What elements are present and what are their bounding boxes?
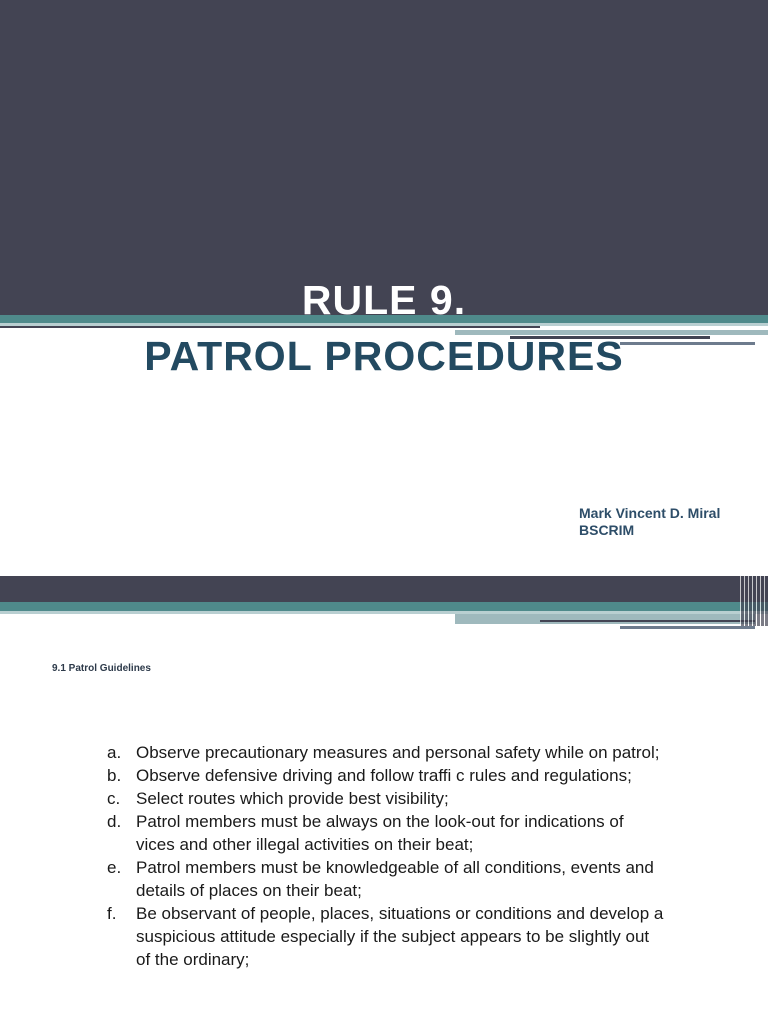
list-item (107, 741, 667, 764)
list-item (107, 902, 667, 971)
list-text: Observe defensive driving and follow traffi c rules and regulations; (136, 766, 632, 785)
title-rule: RULE 9. (301, 277, 467, 323)
list-marker: c. (107, 789, 121, 808)
list-text: Observe precautionary measures and personal safety while on patrol; (136, 743, 660, 762)
slide-title (0, 276, 768, 380)
teal-stripe (0, 602, 768, 611)
right-dark-stripe (540, 620, 755, 622)
right-accent-stripe (455, 614, 755, 624)
guidelines-slide (0, 576, 768, 1024)
author-block (579, 505, 720, 539)
guidelines-list (107, 741, 667, 971)
list-text: Select routes which provide best visibility; (136, 789, 449, 808)
list-text: Patrol members must be always on the look-out for indications of vices and other illegal activities on their beat; (136, 812, 624, 854)
right-thin-stripe (620, 626, 755, 629)
list-marker: d. (107, 812, 122, 831)
list-marker: a. (107, 743, 122, 762)
list-item (107, 764, 667, 787)
list-item (107, 856, 667, 902)
list-marker: e. (107, 858, 122, 877)
list-item (107, 810, 667, 856)
list-marker: b. (107, 766, 122, 785)
list-text: Patrol members must be knowledgeable of all conditions, events and details of places on their beat; (136, 858, 654, 900)
corner-hatch (740, 576, 768, 626)
list-marker: f. (107, 904, 117, 923)
list-text: Be observant of people, places, situations or conditions and develop a suspicious attitude especially if the subject appears to be slightly out of the ordinary; (136, 904, 664, 969)
section-heading: 9.1 Patrol Guidelines (52, 663, 151, 674)
author-course: BSCRIM (579, 522, 635, 538)
list-item (107, 787, 667, 810)
header-dark-band (0, 576, 768, 602)
title-subject: PATROL PROCEDURES (144, 333, 624, 379)
author-name: Mark Vincent D. Miral (579, 505, 721, 521)
header-dark-band (0, 0, 768, 315)
